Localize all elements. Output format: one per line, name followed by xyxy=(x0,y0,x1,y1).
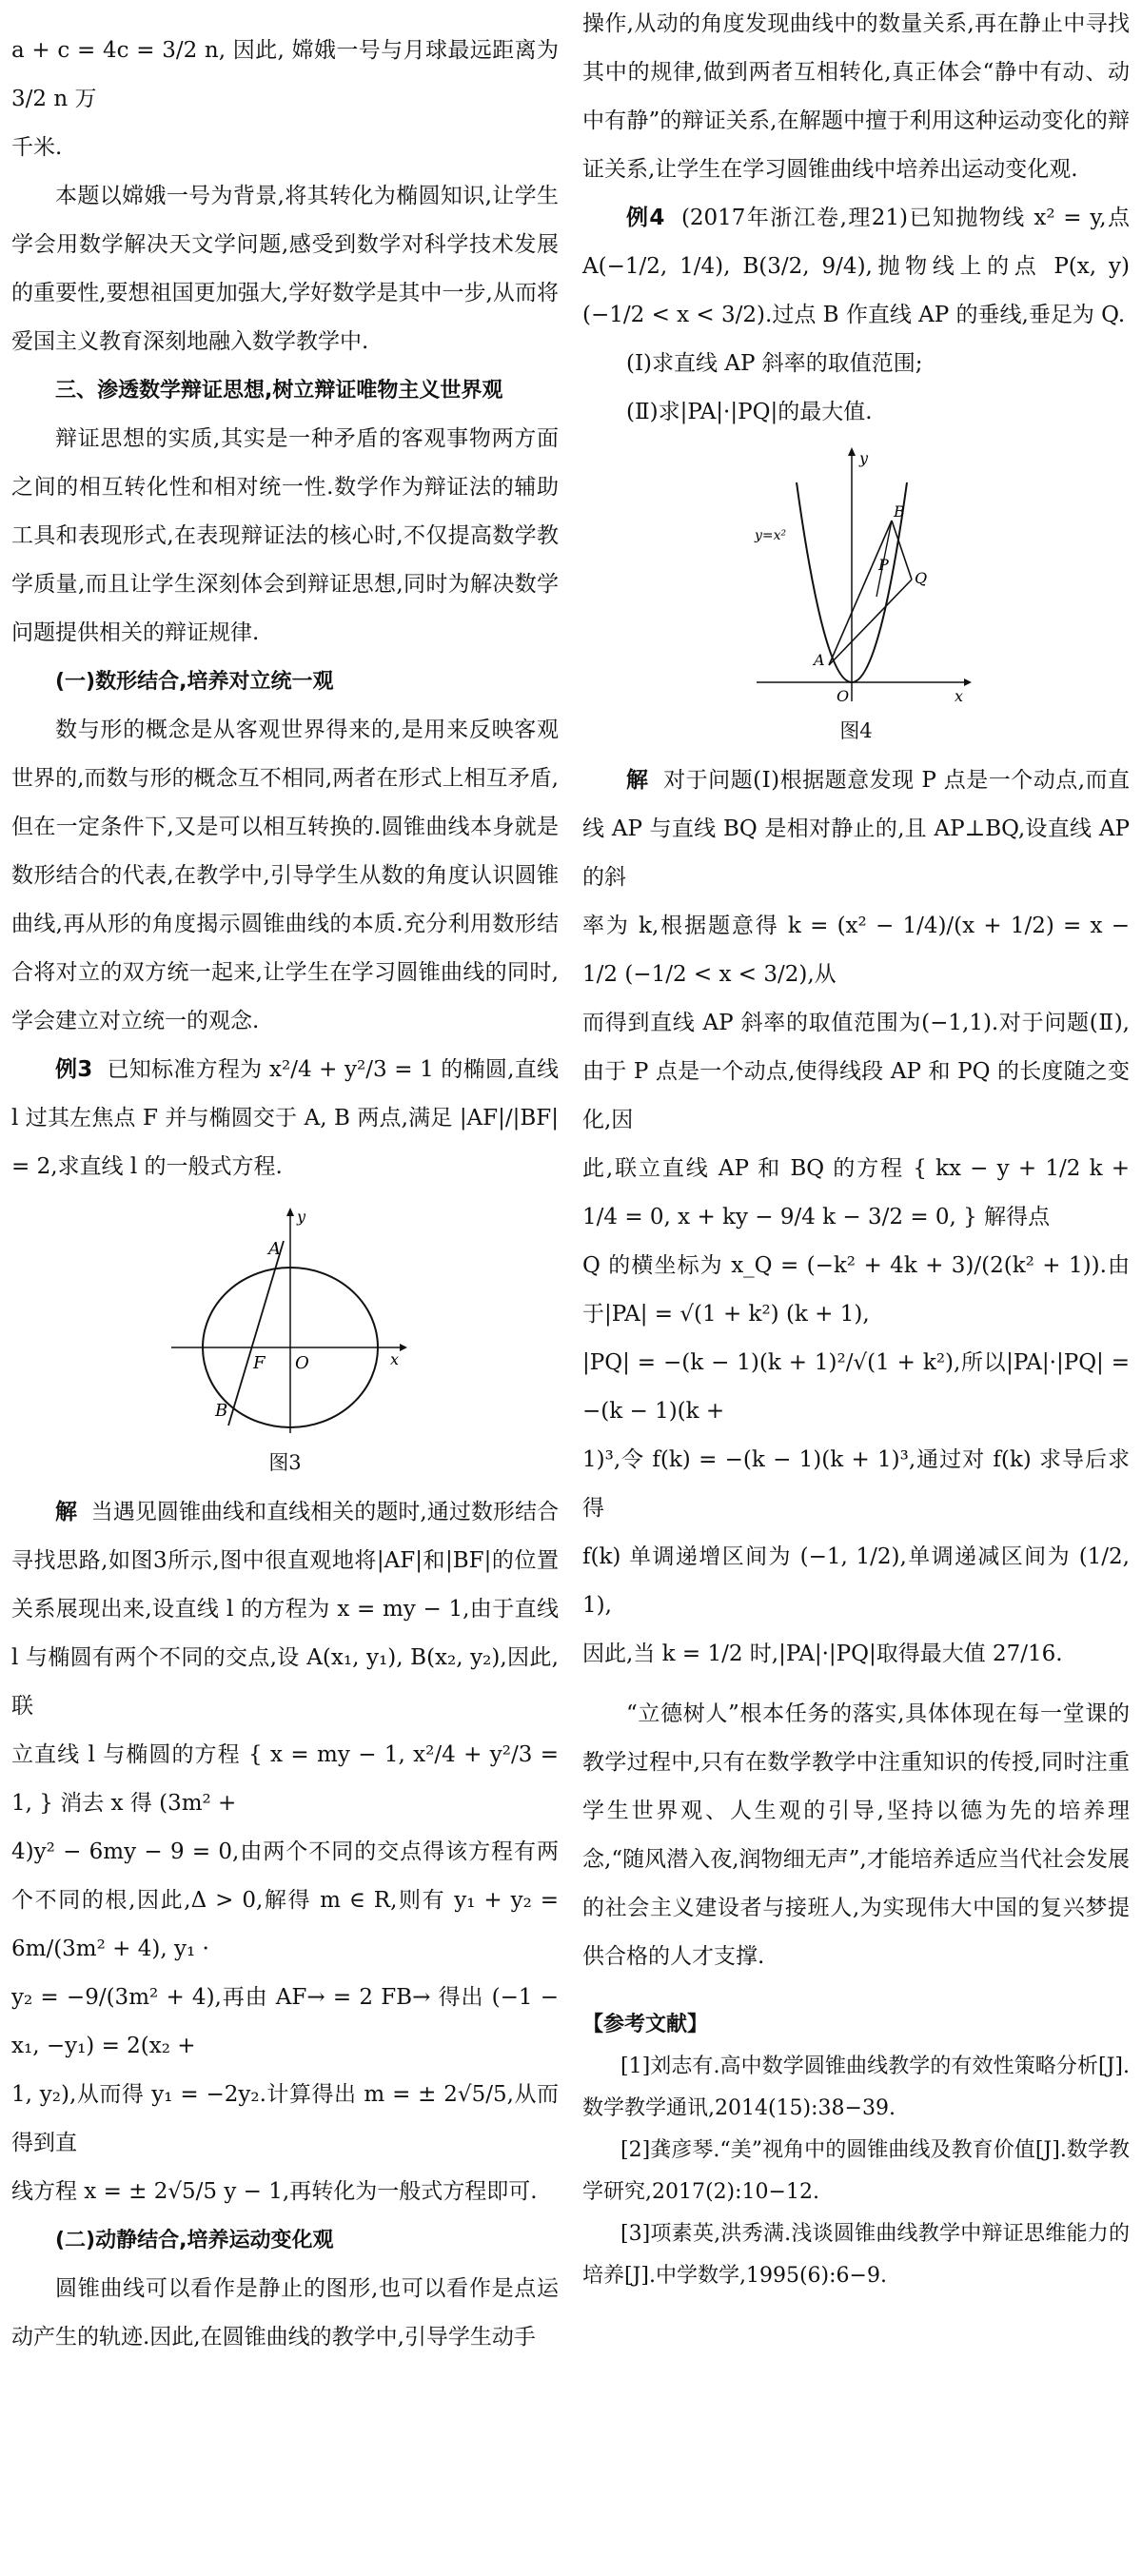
solution-3-f: 线方程 x = ± 2√5/5 y − 1,再转化为一般式方程即可. xyxy=(11,2179,538,2204)
solution-3-c: 4)y² − 6my − 9 = 0,由两个不同的交点得该方程有两个不同的根,因此,Δ > 0,解得 m ∈ R,则有 y₁ + y₂ = 6m/(3m² + 4), y₁ · xyxy=(11,1839,559,1961)
label-B: B xyxy=(893,502,905,521)
x-axis-arrow xyxy=(964,678,972,686)
label-B: B xyxy=(214,1401,227,1421)
solution-4-h: f(k) 单调递增区间为 (−1, 1/2),单调递减区间为 (1/2, 1), xyxy=(582,1544,1130,1618)
para-motion-cont: 操作,从动的角度发现曲线中的数量关系,再在静止中寻找其中的规律,做到两者互相转化,真正体会“静中有动、动中有静”的辩证关系,在解题中擅于利用这种运动变化的辩证关系,让学生在学习圆锥曲线中培养出运动变化观. xyxy=(582,11,1130,182)
figure-4-caption: 图4 xyxy=(839,719,873,742)
solution-3-label: 解 xyxy=(55,1500,78,1524)
para-dialectics: 辩证思想的实质,其实是一种矛盾的客观事物两方面之间的相互转化性和相对统一性.数学作为辩证法的辅助工具和表现形式,在表现辩证法的核心时,不仅提高数学教学质量,而且让学生深刻体会到辩证思想,同时为解决数学问题提供相关的辩证规律. xyxy=(11,426,559,645)
solution-4-e: Q 的横坐标为 x_Q = (−k² + 4k + 3)/(2(k² + 1)).由于|PA| = √(1 + k²) (k + 1), xyxy=(582,1253,1130,1327)
solution-4-label: 解 xyxy=(626,768,649,793)
figure-3-caption: 图3 xyxy=(268,1451,302,1474)
right-column xyxy=(582,0,1130,2297)
label-y: y xyxy=(858,449,868,467)
figure-3 xyxy=(11,1205,559,1446)
references-title: 【参考文献】 xyxy=(582,2013,709,2036)
para-cont-1: a + c = 4c = 3/2 n, 因此, 嫦娥一号与月球最远距离为 3/2 n 万 xyxy=(11,38,559,111)
y-axis-arrow xyxy=(286,1208,294,1216)
solution-4-c: 而得到直线 AP 斜率的取值范围为(−1,1).对于问题(Ⅱ),由于 P 点是一个动点,使得线段 AP 和 PQ 的长度随之变化,因 xyxy=(582,1011,1130,1132)
y-axis-arrow xyxy=(848,447,856,456)
label-x: x xyxy=(389,1350,399,1368)
question-2: (Ⅱ)求|PA|·|PQ|的最大值. xyxy=(626,400,873,424)
label-Q: Q xyxy=(914,569,927,587)
example-3-label: 例3 xyxy=(55,1057,93,1082)
ellipse-diagram xyxy=(162,1205,409,1443)
parabola-diagram xyxy=(738,444,975,711)
solution-4-g: 1)³,令 f(k) = −(k − 1)(k + 1)³,通过对 f(k) 求导后求得 xyxy=(582,1447,1130,1521)
solution-3-text-a: 当遇见圆锥曲线和直线相关的题时,通过数形结合寻找思路,如图3所示,图中很直观地将|AF|和|BF|的位置关系展现出来,设直线 l 的方程为 x = my − 1,由于直线 l 与椭圆有两个不同的交点,设 A(x₁, y₁), B(x₂, y₂),因此,联 xyxy=(11,1500,560,1719)
reference-1: [1]刘志有.高中数学圆锥曲线教学的有效性策略分析[J].数学教学通讯,2014(15):38−39. xyxy=(582,2055,1130,2120)
segment-AB xyxy=(829,521,892,665)
solution-4-i: 因此,当 k = 1/2 时,|PA|·|PQ|取得最大值 27/16. xyxy=(582,1642,1063,1666)
example-3 xyxy=(11,1046,559,1191)
solution-4-d: 此,联立直线 AP 和 BQ 的方程 { kx − y + 1/2 k + 1/4 = 0, x + ky − 9/4 k − 3/2 = 0, } 解得点 xyxy=(582,1156,1130,1229)
solution-4-b: 率为 k,根据题意得 k = (x² − 1/4)/(x + 1/2) = x − 1/2 (−1/2 < x < 3/2),从 xyxy=(582,914,1130,987)
solution-3-b: 立直线 l 与椭圆的方程 { x = my − 1, x²/4 + y²/3 = 1, } 消去 x 得 (3m² + xyxy=(11,1742,559,1816)
solution-4-text-a: 对于问题(Ⅰ)根据题意发现 P 点是一个动点,而直线 AP 与直线 BQ 是相对静止的,且 AP⊥BQ,设直线 AP 的斜 xyxy=(582,768,1130,890)
segment-BQ xyxy=(892,521,912,580)
subheading-2: (二)动静结合,培养运动变化观 xyxy=(55,2229,334,2252)
label-O: O xyxy=(294,1353,309,1373)
example-4-label: 例4 xyxy=(626,206,665,230)
para-patriotism: 本题以嫦娥一号为背景,将其转化为椭圆知识,让学生学会用数学解决天文学问题,感受到数学对科学技术发展的重要性,要想祖国更加强大,学好数学是其中一步,从而将爱国主义教育深刻地融入数学教学中. xyxy=(11,184,559,354)
solution-3-a xyxy=(11,1488,559,1731)
para-number-shape: 数与形的概念是从客观世界得来的,是用来反映客观世界的,而数与形的概念互不相同,两者在形式上相互矛盾,但在一定条件下,又是可以相互转换的.圆锥曲线本身就是数形结合的代表,在教学中,引导学生从数的角度认识圆锥曲线,再从形的角度揭示圆锥曲线的本质.充分利用数形结合将对立的双方统一起来,让学生在学习圆锥曲线的同时,学会建立对立统一的观念. xyxy=(11,718,559,1033)
subheading-1: (一)数形结合,培养对立统一观 xyxy=(55,670,334,694)
solution-4-f: |PQ| = −(k − 1)(k + 1)²/√(1 + k²),所以|PA|·|PQ| = −(k − 1)(k + xyxy=(582,1350,1130,1424)
reference-2: [2]龚彦琴.“美”视角中的圆锥曲线及教育价值[J].数学教学研究,2017(2):10−12. xyxy=(582,2138,1130,2204)
label-F: F xyxy=(252,1353,265,1373)
para-conclusion: “立德树人”根本任务的落实,具体体现在每一堂课的教学过程中,只有在数学教学中注重知识的传授,同时注重学生世界观、人生观的引导,坚持以德为先的培养理念,“随风潜入夜,润物细无声”,才能培养适应当代社会发展的社会主义建设者与接班人,为实现伟大中国的复兴梦提供合格的人才支撑. xyxy=(582,1701,1130,1969)
example-4-text: (2017年浙江卷,理21)已知抛物线 x² = y,点 A(−1/2, 1/4), B(3/2, 9/4),抛物线上的点 P(x, y) (−1/2 < x < 3/2).过点 B 作直线 AP 的垂线,垂足为 Q. xyxy=(582,206,1130,327)
label-x: x xyxy=(954,687,963,705)
example-4 xyxy=(582,194,1130,340)
line-AP xyxy=(829,580,912,665)
label-A: A xyxy=(813,651,825,669)
label-O: O xyxy=(836,687,849,705)
question-1: (Ⅰ)求直线 AP 斜率的取值范围; xyxy=(626,351,923,376)
solution-3-d: y₂ = −9/(3m² + 4),再由 AF→ = 2 FB→ 得出 (−1 − x₁, −y₁) = 2(x₂ + xyxy=(11,1985,559,2058)
label-y: y xyxy=(296,1208,305,1226)
line-l xyxy=(228,1241,284,1426)
example-3-text: 已知标准方程为 x²/4 + y²/3 = 1 的椭圆,直线 l 过其左焦点 F 并与椭圆交于 A, B 两点,满足 |AF|/|BF| = 2,求直线 l 的一般式方程. xyxy=(11,1057,559,1179)
label-P: P xyxy=(877,556,889,574)
solution-3-e: 1, y₂),从而得 y₁ = −2y₂.计算得出 m = ± 2√5/5,从而得到直 xyxy=(11,2082,559,2155)
para-cont-2: 千米. xyxy=(11,135,63,160)
para-motion: 圆锥曲线可以看作是静止的图形,也可以看作是点运动产生的轨迹.因此,在圆锥曲线的教学中,引导学生动手 xyxy=(11,2276,559,2350)
label-A: A xyxy=(267,1239,281,1259)
section-heading-3: 三、渗透数学辩证思想,树立辩证唯物主义世界观 xyxy=(55,379,503,403)
reference-3: [3]项素英,洪秀满.浅谈圆锥曲线教学中辩证思维能力的培养[J].中学数学,1995(6):6−9. xyxy=(582,2222,1130,2288)
solution-4-a xyxy=(582,757,1130,902)
x-axis-arrow xyxy=(400,1344,407,1351)
left-column xyxy=(11,0,559,2362)
figure-4 xyxy=(582,444,1130,715)
label-curve: y=x² xyxy=(754,528,786,543)
